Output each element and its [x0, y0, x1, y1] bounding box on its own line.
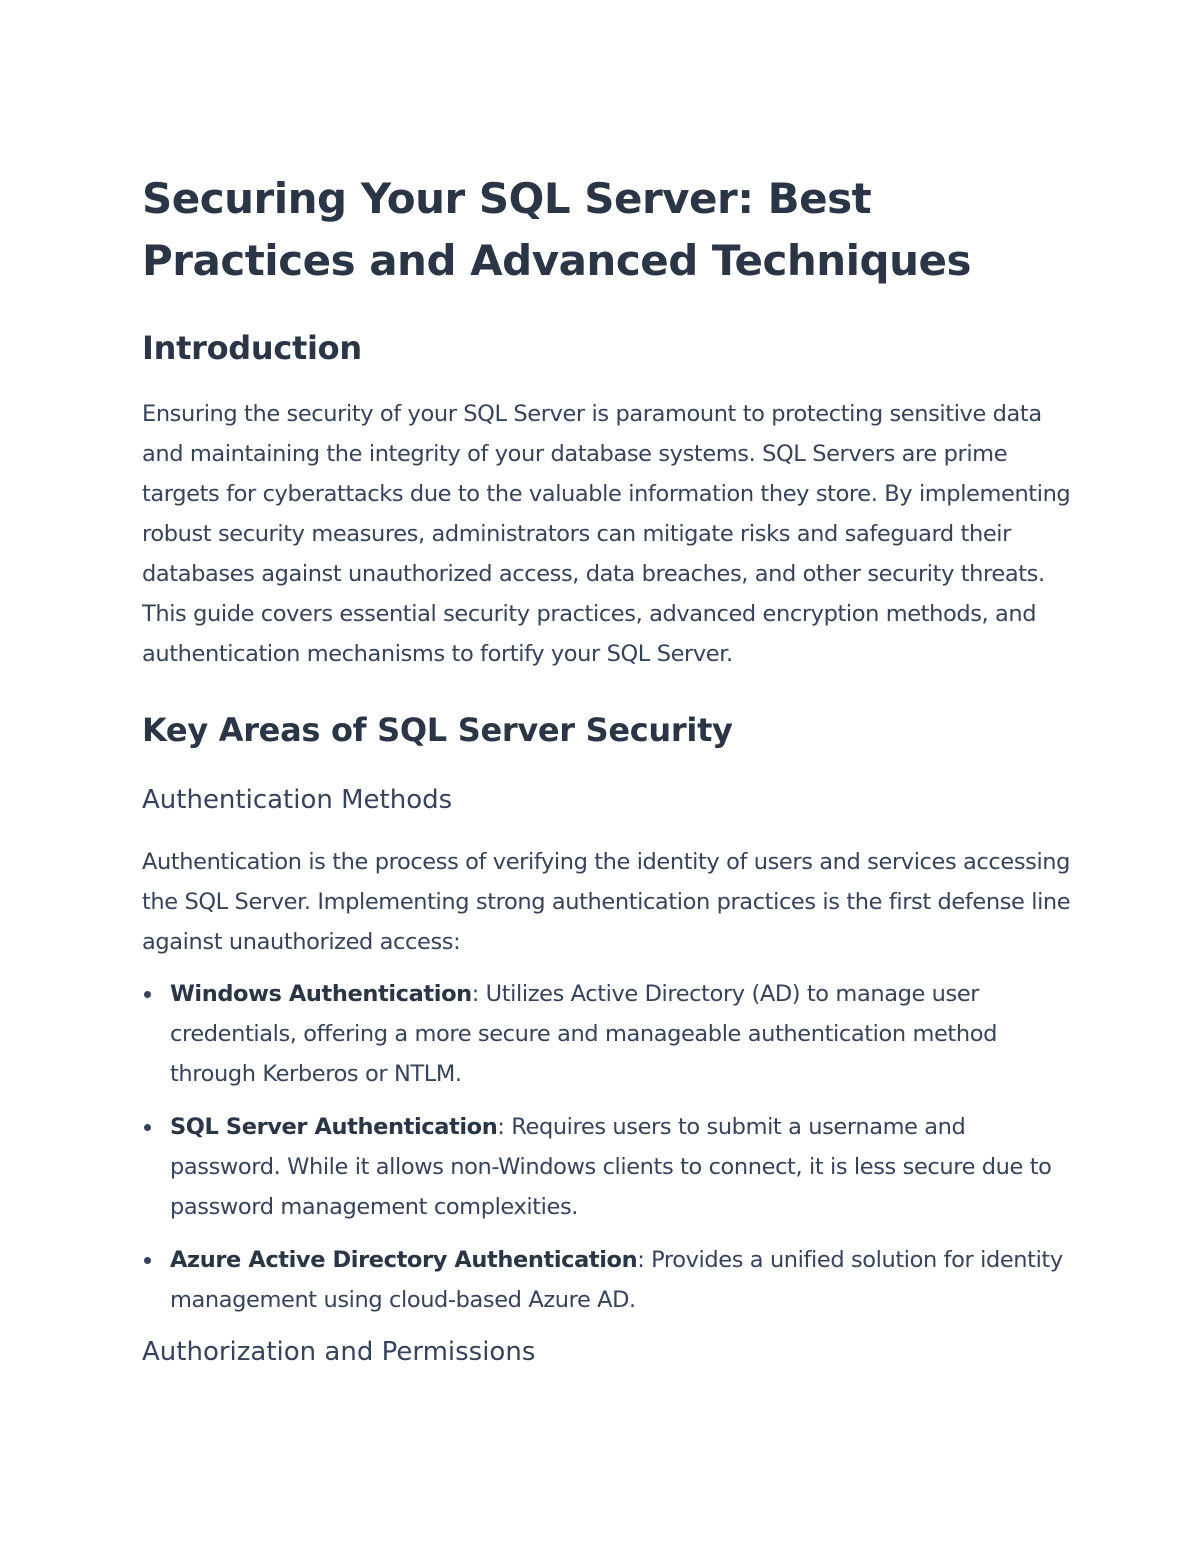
bullet-icon	[144, 991, 151, 998]
list-item-term: Windows Authentication	[170, 981, 472, 1007]
list-item-term: Azure Active Directory Authentication	[170, 1247, 638, 1273]
list-item	[142, 1240, 1072, 1320]
document-page	[142, 168, 1072, 1370]
list-item-description: : Requires users to submit a username and password. While it allows non-Windows clients to connect, it is less secure due to password management complexities.	[170, 1114, 1052, 1220]
list-item-term: SQL Server Authentication	[170, 1114, 498, 1140]
list-item-description: : Provides a unified solution for identity management using cloud-based Azure AD.	[170, 1247, 1063, 1313]
document-title: Securing Your SQL Server: Best Practices and Advanced Techniques	[142, 174, 971, 285]
list-item-description: : Utilizes Active Directory (AD) to manage user credentials, offering a more secure and manageable authentication method through Kerberos or NTLM.	[170, 981, 997, 1087]
introduction-paragraph: Ensuring the security of your SQL Server is paramount to protecting sensitive data and maintaining the integrity of your database systems. SQL Servers are prime targets for cyberattacks due to the valuable information they store. By implementing robust security measures, administrators can mitigate risks and safeguard their databases against unauthorized access, data breaches, and other security threats. This guide covers essential security practices, advanced encryption methods, and authentication mechanisms to fortify your SQL Server.	[142, 401, 1071, 667]
bullet-icon	[144, 1124, 151, 1131]
list-item	[142, 1107, 1072, 1227]
introduction-heading: Introduction	[142, 329, 362, 367]
list-item	[142, 974, 1072, 1094]
authentication-methods-heading: Authentication Methods	[142, 785, 453, 815]
authorization-heading: Authorization and Permissions	[142, 1337, 536, 1367]
authentication-list	[142, 974, 1072, 1320]
authentication-paragraph: Authentication is the process of verifying the identity of users and services accessing the SQL Server. Implementing strong authentication practices is the first defense line against unauthorized access:	[142, 849, 1071, 955]
bullet-icon	[144, 1257, 151, 1264]
key-areas-heading: Key Areas of SQL Server Security	[142, 711, 733, 749]
